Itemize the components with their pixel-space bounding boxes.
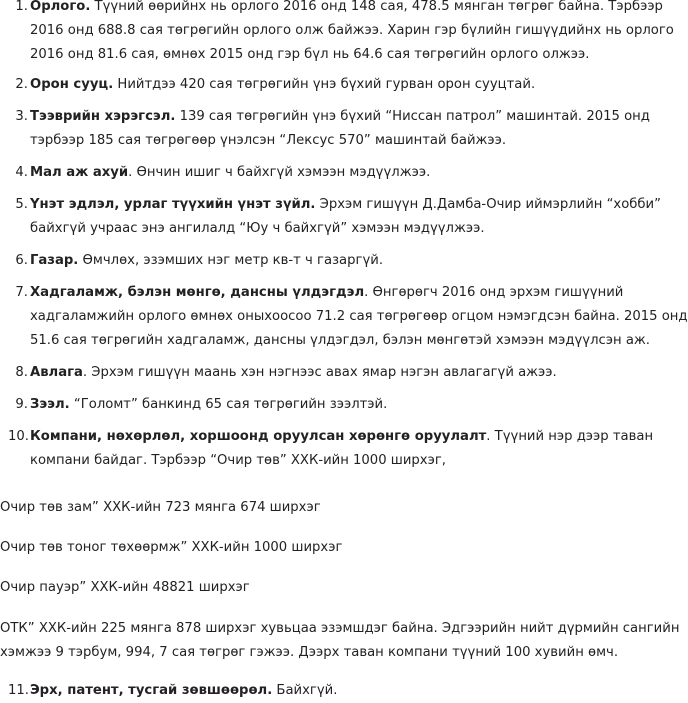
item-number: 10. (8, 429, 29, 444)
item-text: Өмчлөх, эзэмших нэг метр кв-т ч газаргүй. (78, 253, 384, 268)
item-line (30, 679, 633, 703)
item-line: 51.6 сая төгрөгийн хадгаламж, дансны үлдэгдэл, бэлэн мөнгөтэй хэмээн мэдүүлсэн аж. (30, 333, 650, 348)
item-text: Байхгүй. (272, 683, 338, 698)
item-text: . Түүний нэр дээр таван (486, 429, 654, 444)
item-line: тэрбээр 185 сая төгрөгөөр үнэлсэн “Лексус 570” машинтай байжээ. (30, 133, 507, 148)
paragraph-ochir-tov-zam: Очир төв зам” ХХК-ийн 723 мянга 674 ширхэг (0, 500, 321, 515)
item-term: Үнэт эдлэл, урлаг түүхийн үнэт зүйл. (30, 197, 316, 212)
item-number: 8. (15, 365, 28, 380)
item-line (30, 361, 633, 385)
item-line (30, 73, 633, 97)
item-line (30, 193, 661, 217)
item-text: “Голомт” банкинд 65 сая төгрөгийн зээлтэй. (69, 397, 388, 412)
item-text: Түүний өөрийнх нь орлого 2016 онд 148 сая, 478.5 мянган төгрөг байна. Тэрбээр (90, 0, 663, 14)
paragraph-ochir-tov-tonog: Очир төв тоног төхөөрмж” ХХК-ийн 1000 ширхэг (0, 540, 343, 555)
list-item-income (15, 0, 674, 67)
list-item-savings (15, 281, 688, 353)
list-item-livestock (15, 161, 633, 185)
item-number: 7. (15, 285, 28, 300)
item-term: Зээл. (30, 397, 70, 412)
item-number: 1. (15, 0, 28, 14)
list-item-valuables (15, 193, 661, 241)
item-text: Нийтдээ 420 сая төгрөгийн үнэ бүхий гурван орон сууцтай. (113, 77, 536, 92)
item-term: Компани, нөхөрлөл, хоршоонд оруулсан хөрөнгө оруулалт (30, 429, 487, 444)
item-number: 6. (15, 253, 28, 268)
item-term: Газар. (30, 253, 79, 268)
paragraph-line: хэмжээ 9 тэрбум, 994, 7 сая төгрөг гэжээ. Дээрх таван компани түүний 100 хувийн өмч. (0, 645, 619, 660)
item-line (30, 105, 650, 129)
item-line: компани байдаг. Тэрбээр “Очир төв” ХХК-ийн 1000 ширхэг, (30, 453, 446, 468)
list-item-loan (15, 393, 633, 417)
item-line (30, 249, 633, 273)
item-line: 2016 онд 688.8 сая төгрөгийн орлого олж байжээ. Харин гэр бүлийн гишүүдийнх нь орлого (30, 23, 674, 38)
item-line: хадгаламжийн орлого өмнөх оныхоосоо 71.2 сая төгрөгөөр огцом нэмэгдсэн байна. 2015 онд (30, 309, 688, 324)
item-number: 9. (15, 397, 28, 412)
item-text: . Өнчин ишиг ч байхгүй хэмээн мэдүүлжээ. (128, 165, 431, 180)
item-term: Хадгаламж, бэлэн мөнгө, дансны үлдэгдэл (30, 285, 365, 300)
item-number: 2. (15, 77, 28, 92)
item-term: Орон сууц. (30, 77, 114, 92)
item-line: байхгүй учраас энэ ангилалд “Юу ч байхгүй” хэмээн мэдүүлжээ. (30, 221, 485, 236)
item-line (30, 281, 633, 305)
paragraph-otk (0, 617, 680, 665)
paragraph-ochir-power: Очир пауэр” ХХК-ийн 48821 ширхэг (0, 580, 250, 595)
list-item-vehicle (15, 105, 650, 153)
item-term: Тээврийн хэрэгсэл. (30, 109, 176, 124)
paragraph-line: ОТК” ХХК-ийн 225 мянга 878 ширхэг хувьцаа эзэмшдэг байна. Эдгээрийн нийт дүрмийн сангийн (0, 621, 680, 636)
list-item-patents (8, 679, 633, 703)
item-line: 2016 онд 81.6 сая, өмнөх 2015 онд гэр бүл нь 64.6 сая төгрөгийн орлого олжээ. (30, 47, 590, 62)
item-number: 5. (15, 197, 28, 212)
item-line (30, 425, 654, 449)
item-line (30, 161, 633, 185)
item-number: 4. (15, 165, 28, 180)
item-number: 3. (15, 109, 28, 124)
list-item-apartment (15, 73, 633, 97)
item-text: 139 сая төгрөгийн үнэ бүхий “Ниссан патрол” машинтай. 2015 онд (175, 109, 650, 124)
list-item-receivables (15, 361, 633, 385)
item-number: 11. (8, 683, 29, 698)
list-item-land (15, 249, 633, 273)
item-term: Авлага (30, 365, 83, 380)
item-text: . Өнгөрөгч 2016 онд эрхэм гишүүний (364, 285, 624, 300)
item-text: Эрхэм гишүүн Д.Дамба-Очир иймэрлийн “хобби” (315, 197, 661, 212)
list-item-investments (8, 425, 654, 473)
item-line (30, 393, 633, 417)
item-text: . Эрхэм гишүүн маань хэн нэгнээс авах ямар нэгэн авлагагүй ажээ. (82, 365, 557, 380)
item-term: Мал аж ахуй (30, 165, 129, 180)
item-term: Орлого. (30, 0, 91, 14)
item-line (30, 0, 663, 19)
item-term: Эрх, патент, тусгай зөвшөөрөл. (30, 683, 273, 698)
